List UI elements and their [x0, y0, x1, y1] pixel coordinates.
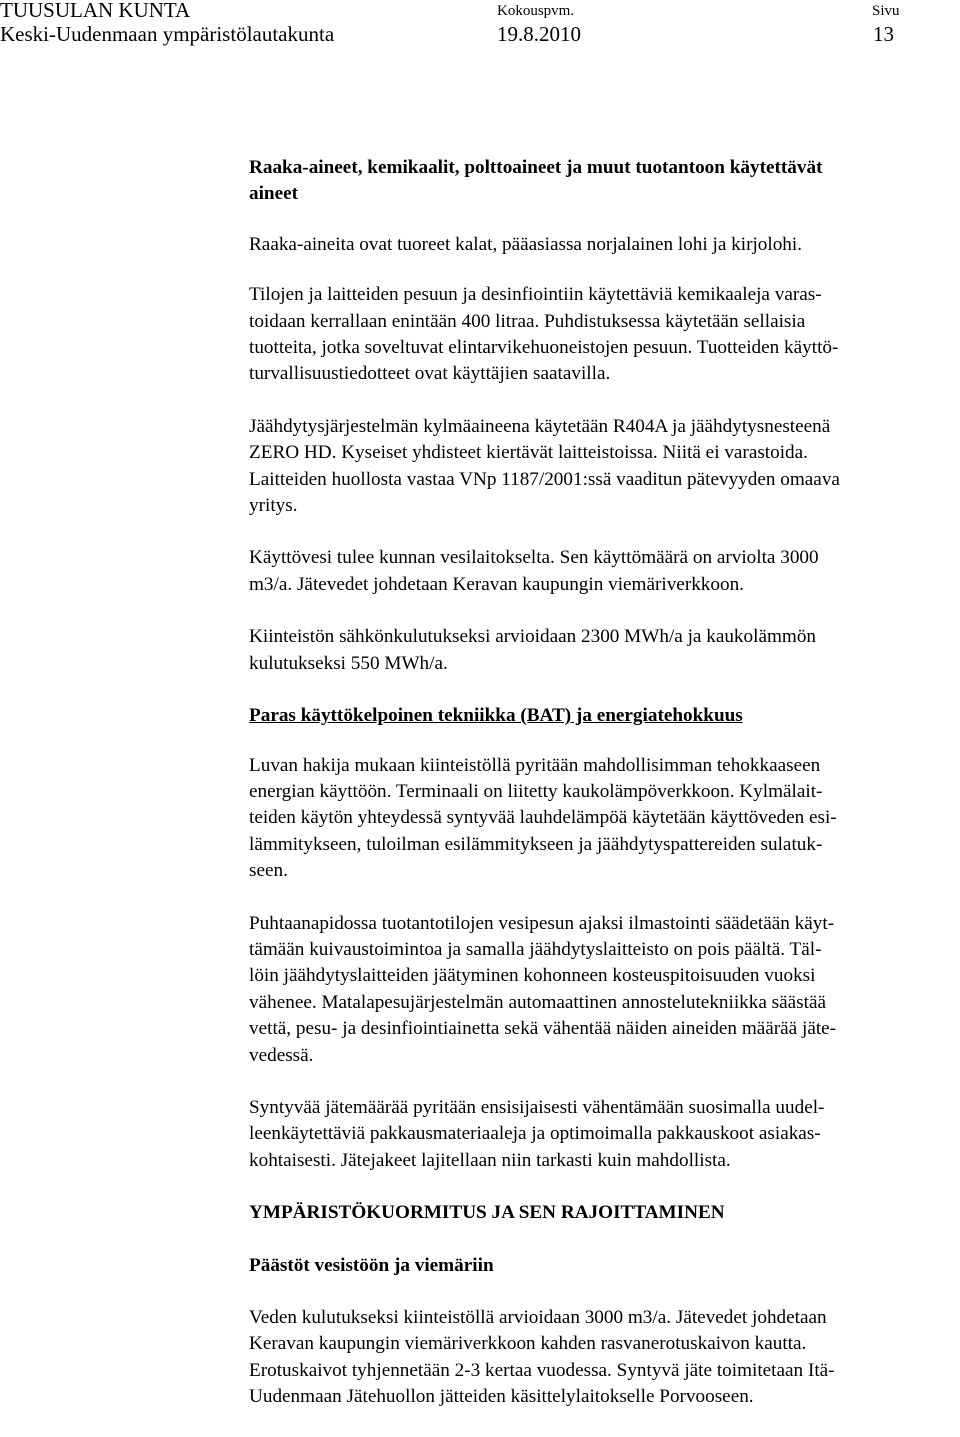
paragraph-bat-waste: Syntyvää jätemäärää pyritään ensisijaisesti vähentämään suosimalla uudel- leenkäytettäviä pakkausmateriaaleja ja optimoimalla pakkauskoot asiakas- kohtaisesti. Jätejakeet lajitellaan niin tarkasti kuin mahdollista. [249, 1096, 825, 1171]
section-heading-emissions: YMPÄRISTÖKUORMITUS JA SEN RAJOITTAMINEN [249, 1202, 725, 1224]
meeting-date-label: Kokouspvm. [497, 3, 575, 19]
page-number: 13 [873, 22, 894, 46]
paragraph-refrigerant: Jäähdytysjärjestelmän kylmäaineena käytetään R404A ja jäähdytysnesteenä ZERO HD. Kyseiset yhdisteet kiertävät laitteistoissa. Niitä ei varastoida. Laitteiden huollosta vastaa VNp 1187/2001:ssä vaaditun pätevyyden omaava yritys. [249, 415, 840, 517]
paragraph-energy: Kiinteistön sähkönkulutukseksi arvioidaan 2300 MWh/a ja kaukolämmön kulutukseksi 550 MWh/a. [249, 626, 817, 674]
paragraph-bat-energy: Luvan hakija mukaan kiinteistöllä pyritään mahdollisimman tehokkaaseen energian käyttöön. Terminaali on liitetty kaukolämpöverkkoon. Kylmälait- teiden käytön yhteydessä syntyvää lauhdelämpöä käytetään käyttöveden esi- lämmitykseen, tuloilman esilämmitykseen ja jäähdytyspattereiden sulatuk- seen. [249, 754, 837, 882]
paragraph-wastewater: Veden kulutukseksi kiinteistöllä arvioidaan 3000 m3/a. Jätevedet johdetaan Keravan kaupungin viemäriverkkoon kahden rasvanerotuskaivon kautta. Erotuskaivot tyhjennetään 2-3 kertaa vuodessa. Syntyvä jäte toimitetaan Itä- Uudenmaan Jätehuollon jätteiden käsittelylaitokselle Porvooseen. [249, 1307, 835, 1408]
paragraph-raw-materials: Raaka-aineita ovat tuoreet kalat, pääasiassa norjalainen lohi ja kirjolohi. [249, 233, 803, 255]
section-heading-bat: Paras käyttökelpoinen tekniikka (BAT) ja energiatehokkuus [249, 705, 743, 727]
paragraph-chemicals: Tilojen ja laitteiden pesuun ja desinfiointiin käytettäviä kemikaaleja varas- toidaan kerrallaan enintään 400 litraa. Puhdistuksessa käytetään sellaisia tuotteita, jotka soveltuvat elintarvikehuoneistojen pesuun. Tuotteiden käyttö- turvallisuustiedotteet ovat käyttäjien saatavilla. [249, 284, 839, 385]
board-name: Keski-Uudenmaan ympäristölautakunta [0, 22, 335, 46]
paragraph-water-use: Käyttövesi tulee kunnan vesilaitokselta. Sen käyttömäärä on arviolta 3000 m3/a. Jätevedet johdetaan Keravan kaupungin viemäriverkkoon. [249, 547, 819, 595]
page-label: Sivu [872, 3, 900, 19]
subsection-heading-water-emissions: Päästöt vesistöön ja viemäriin [249, 1254, 494, 1276]
document-body [249, 155, 955, 1437]
organization-name: TUUSULAN KUNTA [0, 0, 191, 22]
meeting-date: 19.8.2010 [497, 22, 581, 46]
page-header [0, 0, 960, 50]
section-heading-raw-materials: Raaka-aineet, kemikaalit, polttoaineet ja muut tuotantoon käytettävät aineet [249, 157, 823, 205]
paragraph-bat-cleaning: Puhtaanapidossa tuotantotilojen vesipesun ajaksi ilmastointi säädetään käyt- tämään kuivaustoimintoa ja samalla jäähdytyslaitteisto on pois päältä. Täl- löin jäähdytyslaitteiden jäätyminen kohonneen kosteuspitoisuuden vuoksi vähenee. Matalapesujärjestelmän automaattinen annostelutekniikka säästää vettä, pesu- ja desinfiointiainetta sekä vähentää näiden aineiden määrää jäte- vedessä. [249, 912, 837, 1066]
